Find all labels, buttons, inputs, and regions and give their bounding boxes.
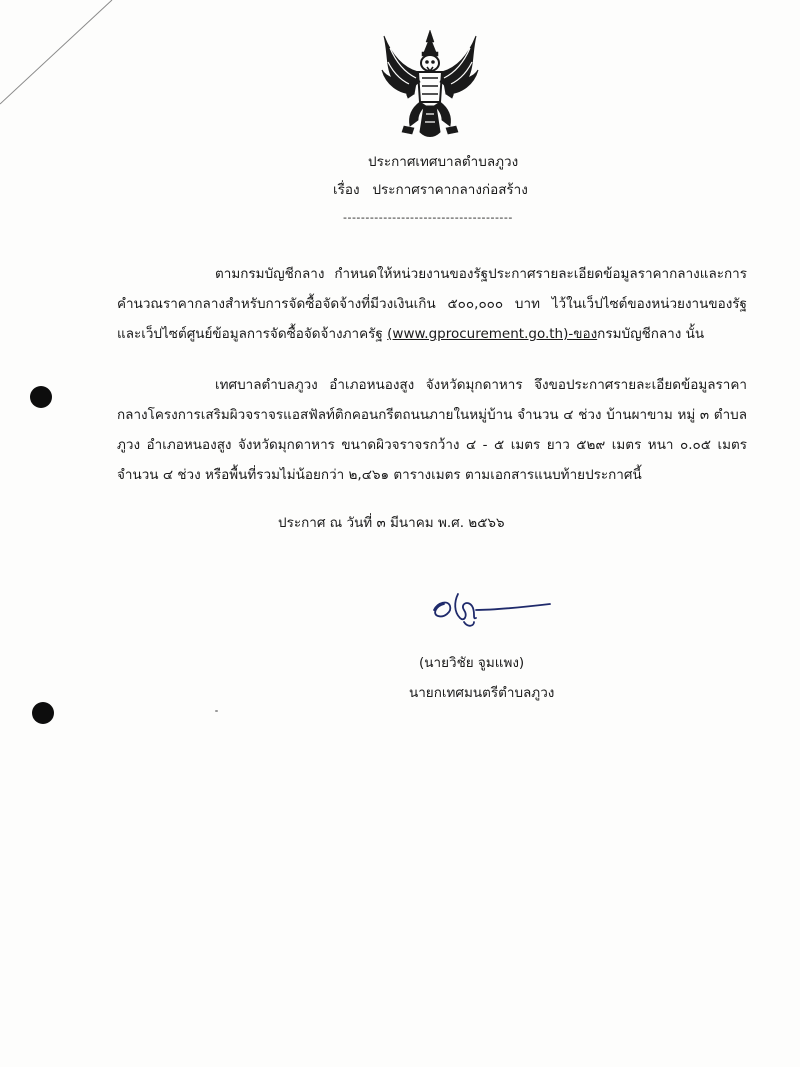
garuda-emblem-icon: [378, 28, 482, 140]
body-paragraph-2: เทศบาลตำบลภูวง อำเภอหนองสูง จังหวัดมุกดาหาร จึงขอประกาศรายละเอียดข้อมูลราคากลางโครงการเสริมผิวจราจรแอสฟัลท์ติกคอนกรีตถนนภายในหมู่บ้าน จำนวน ๔ ช่วง บ้านผาขาม หมู่ ๓ ตำบลภูวง อำเภอหนองสูง จังหวัดมุกดาหาร ขนาดผิวจราจรกว้าง ๔ - ๕ เมตร ยาว ๕๒๙ เมตร หนา ๐.๐๕ เมตร จำนวน ๔ ช่วง หรือพื้นที่รวมไม่น้อยกว่า ๒,๔๖๑ ตารางเมตร ตามเอกสารแนบท้ายประกาศนี้: [117, 377, 747, 483]
scan-speck: [215, 710, 218, 712]
subject-text: ประกาศราคากลางก่อสร้าง: [372, 182, 528, 198]
signer-position: นายกเทศมนตรีตำบลภูวง: [409, 685, 555, 701]
punch-hole-top: [30, 386, 52, 408]
para1-text: ตามกรมบัญชีกลาง กำหนดให้หน่วยงานของรัฐประกาศรายละเอียดข้อมูลราคากลางและการคำนวณราคากลางสำหรับการจัดซื้อจัดจ้างที่มีวงเงินเกิน ๕๐๐,๐๐๐ บาท ไว้ในเว็ปไซต์ของหน่วยงานของรัฐและเว็ปไซต์ศูนย์ข้อมูลการจัดซื้อจัดจ้างภาครัฐ: [117, 266, 747, 342]
body-paragraph-1: [117, 259, 747, 349]
subject-label: เรื่อง: [333, 182, 360, 198]
header-divider: --------------------------------------: [343, 211, 513, 224]
announce-date: ประกาศ ณ วันที่ ๓ มีนาคม พ.ศ. ๒๕๖๖: [278, 515, 505, 531]
issuer-title: ประกาศเทศบาลตำบลภูวง: [368, 154, 519, 170]
scan-fold-line: [0, 0, 120, 110]
gprocurement-link[interactable]: (www.gprocurement.go.th)-ของ: [387, 326, 598, 342]
para1-text-end: กรมบัญชีกลาง นั้น: [597, 326, 705, 342]
signer-name: (นายวิชัย จูมแพง): [419, 655, 525, 671]
subject-line: [333, 178, 528, 200]
punch-hole-bottom: [32, 702, 54, 724]
handwritten-signature: [424, 588, 554, 630]
